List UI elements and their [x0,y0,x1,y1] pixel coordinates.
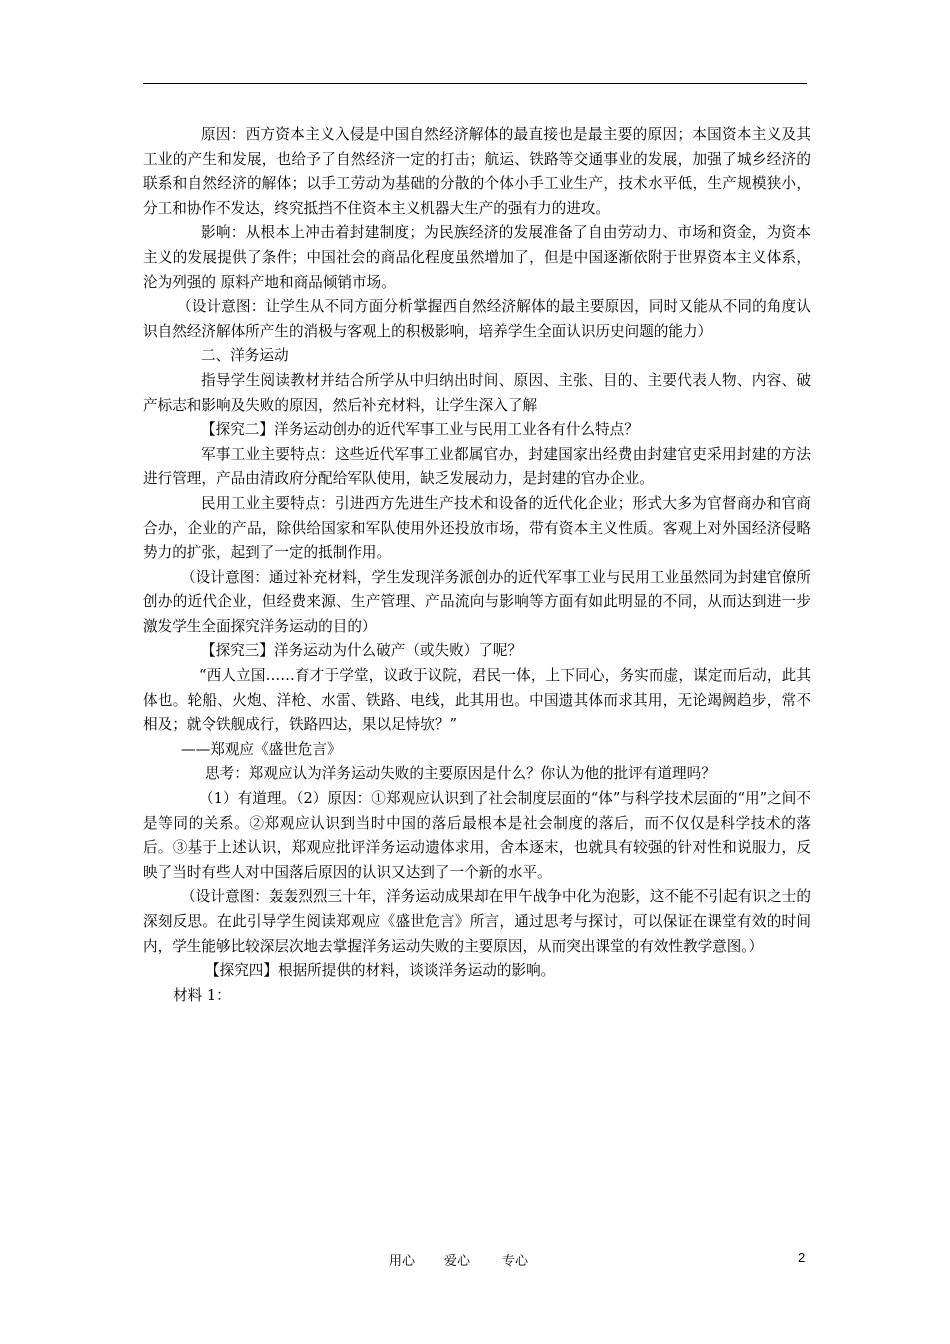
inquiry-two-question: 【探究二】洋务运动创办的近代军事工业与民用工业各有什么特点？ [201,421,639,439]
footer-word-1: 用心 [389,1254,416,1269]
paragraph-design-intent-1: （设计意图：让学生从不同方面分析掌握西自然经济解体的最主要原因，同时又能从不同的角度认识自然经济解体所产生的消极与客观上的积极影响，培养学生全面认识历史问题的能力） [143,298,811,340]
inquiry-four-question: 【探究四】根据所提供的材料，谈谈洋务运动的影响。 [205,962,556,980]
material-one-label: 材料 1： [173,986,231,1004]
page-number: 2 [798,1250,806,1265]
paragraph-design-intent-3: （设计意图：轰轰烈烈三十年，洋务运动成果却在甲午战争中化为泡影，这不能不引起有识之士的深刻反思。在此引导学生阅读郑观应《盛世危言》所言，通过思考与探讨，可以保证在课堂有效的时间内，学生能够比较深层次地去掌握洋务运动失败的主要原因，从而突出课堂的有效性教学意图。） [143,888,811,955]
inquiry-three-question: 【探究三】洋务运动为什么破产（或失败）了呢？ [201,642,523,660]
paragraph-impact: 影响：从根本上冲击着封建制度；为民族经济的发展准备了自由劳动力、市场和资金，为资本主义的发展提供了条件；中国社会的商品化程度虽然增加了，但是中国逐渐依附于世界资本主义体系，沦为列强的 原料产地和商品倾销市场。 [143,224,811,291]
quote-source: ——郑观应《盛世危言》 [181,740,342,758]
paragraph-answer: （1）有道理。（2）原因：①郑观应认识到了社会制度层面的“体”与科学技术层面的“用”之间不是等同的关系。②郑观应认识到当时中国的落后最根本是社会制度的落后，而不仅仅是科学技术的落后。③基于上述认识，郑观应批评洋务运动遗体求用，舍本逐末，也就具有较强的针对性和说服力，反映了当时有些人对中国落后原因的认识又达到了一个新的水平。 [143,790,811,881]
paragraph-design-intent-2: （设计意图：通过补充材料，学生发现洋务派创办的近代军事工业与民用工业虽然同为封建官僚所创办的近代企业，但经费来源、生产管理、产品流向与影响等方面有如此明显的不同，从而达到进一步激发学生全面探究洋务运动的目的） [143,568,811,635]
header-rule [143,83,807,84]
document-body [143,123,811,1008]
paragraph-civil-industry: 民用工业主要特点：引进西方先进生产技术和设备的近代化企业；形式大多为官督商办和官商合办，企业的产品，除供给国家和军队使用外还投放市场，带有资本主义性质。客观上对外国经济侵略势力的扩张，起到了一定的抵制作用。 [143,494,811,562]
section-heading-yangwu: 二、洋务运动 [201,347,289,365]
paragraph-guidance: 指导学生阅读教材并结合所学从中归纳出时间、原因、主张、目的、主要代表人物、内容、破产标志和影响及失败的原因，然后补充材料，让学生深入了解 [143,371,811,414]
paragraph-thinking-question: 思考：郑观应认为洋务运动失败的主要原因是什么？你认为他的批评有道理吗？ [205,765,716,783]
quote-zheng-guanying: “西人立国……育才于学堂，议政于议院，君民一体，上下同心，务实而虚，谋定而后动，此其体也。轮船、火炮、洋枪、水雷、铁路、电线，此其用也。中国遗其体而求其用，无论竭阙趋步，常不相及；就令铁舰成行，铁路四达，果以足恃欤？” [143,667,811,734]
paragraph-cause: 原因：西方资本主义入侵是中国自然经济解体的最直接也是最主要的原因；本国资本主义及其工业的产生和发展，也给予了自然经济一定的打击；航运、铁路等交通事业的发展，加强了城乡经济的联系和自然经济的解体；以手工劳动为基础的分散的个体小手工业生产，技术水平低，生产规模狭小，分工和协作不发达，终究抵挡不住资本主义机器大生产的强有力的进攻。 [143,126,811,217]
footer-word-2: 爱心 [444,1254,471,1269]
paragraph-military-industry: 军事工业主要特点：这些近代军事工业都属官办，封建国家出经费由封建官吏采用封建的方法进行管理，产品由清政府分配给军队使用，缺乏发展动力，是封建的官办企业。 [143,445,811,488]
footer-word-3: 专心 [502,1254,529,1269]
